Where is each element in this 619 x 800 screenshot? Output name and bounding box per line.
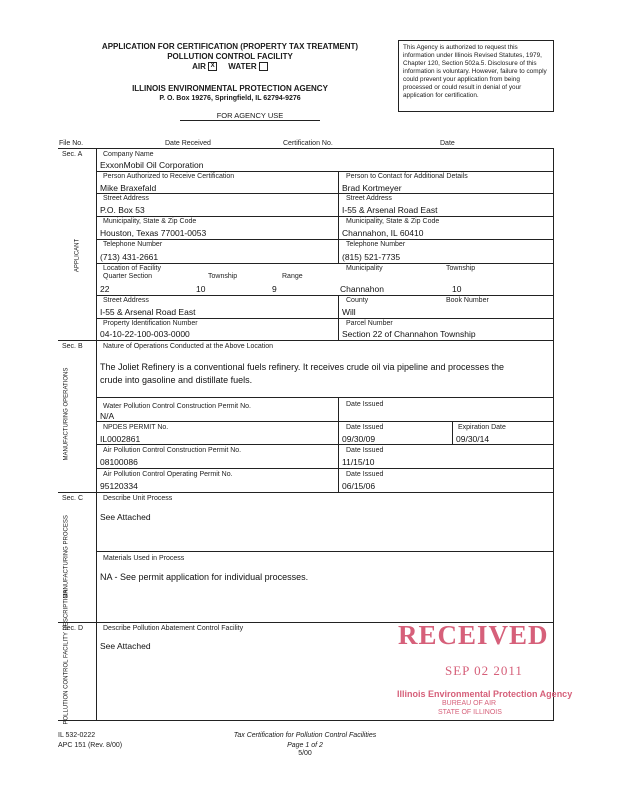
township2-label: Township [446, 265, 476, 272]
contact-telephone-label: Telephone Number [346, 241, 406, 248]
contact-street-label: Street Address [346, 195, 392, 202]
nature-operations-label: Nature of Operations Conducted at the Above Location [103, 343, 274, 350]
township-label: Township [208, 273, 238, 280]
book-number-label: Book Number [446, 297, 489, 304]
received-stamp-bureau: BUREAU OF AIR [442, 700, 497, 707]
received-stamp-title: RECEIVED [398, 620, 549, 650]
npdes-value: IL0002861 [100, 434, 141, 444]
materials-label: Materials Used in Process [103, 555, 185, 562]
person-contact-label: Person to Contact for Additional Details [346, 173, 468, 180]
footer-form-rev: APC 151 (Rev. 8/00) [58, 742, 123, 749]
parcel-value: Section 22 of Channahon Township [342, 329, 476, 339]
water-permit-label: Water Pollution Control Construction Permit No. [103, 403, 251, 410]
person-authorized-label: Person Authorized to Receive Certification [103, 173, 235, 180]
nature-line-2: crude into gasoline and distillate fuels. [100, 375, 253, 385]
quarter-section-value: 22 [100, 284, 110, 294]
municipality-value: Houston, Texas 77001-0053 [100, 228, 207, 238]
telephone-value: (713) 431-2661 [100, 252, 159, 262]
air-operating-label: Air Pollution Control Operating Permit No. [103, 471, 233, 478]
facility-street-value: I-55 & Arsenal Road East [100, 307, 196, 317]
contact-municipality-label: Municipality, State & Zip Code [346, 218, 440, 225]
company-name-label: Company Name [103, 151, 154, 158]
npdes-label: NPDES PERMIT No. [103, 424, 169, 431]
footer-code: 5/00 [298, 750, 312, 757]
quarter-section-label: Quarter Section [103, 273, 153, 280]
agency-use-title: FOR AGENCY USE [216, 111, 284, 120]
municipality2-value: Channahon [340, 284, 384, 294]
pin-label: Property Identification Number [103, 320, 198, 327]
expiration-value: 09/30/14 [456, 434, 490, 444]
location-label: Location of Facility [103, 265, 161, 272]
sec-b-tag: Sec. B [62, 343, 83, 350]
company-name-value: ExxonMobil Oil Corporation [100, 160, 204, 170]
facility-street-label: Street Address [103, 297, 149, 304]
sec-c-tag: Sec. C [62, 495, 84, 502]
township-value: 10 [196, 284, 206, 294]
range-value: 9 [272, 284, 277, 294]
certification-no-label: Certification No. [283, 140, 333, 147]
file-no-label: File No. [59, 140, 84, 147]
sec-a-side-label: APPLICANT [74, 238, 81, 273]
received-stamp-state: STATE OF ILLINOIS [438, 709, 502, 716]
air-label: AIR [192, 62, 206, 71]
air-construction-value: 08100086 [100, 457, 138, 467]
unit-process-label: Describe Unit Process [103, 495, 173, 502]
street-address-label: Street Address [103, 195, 149, 202]
sec-d-side-label: POLLUTION CONTROL FACILITY DESCRIPTION [63, 589, 70, 725]
contact-telephone-value: (815) 521-7735 [342, 252, 401, 262]
township2-value: 10 [452, 284, 462, 294]
pin-value: 04-10-22-100-003-0000 [100, 329, 190, 339]
water-label: WATER [228, 62, 257, 71]
sec-d-tag: Sec. D [62, 625, 84, 632]
air-construction-label: Air Pollution Control Construction Permit No. [103, 447, 242, 454]
date-label: Date [440, 140, 455, 147]
form-title: APPLICATION FOR CERTIFICATION (PROPERTY TAX TREATMENT) [101, 42, 359, 51]
sec-c-side-label: MANUFACTURING PROCESS [63, 515, 70, 599]
parcel-label: Parcel Number [346, 320, 393, 327]
agency-address: P. O. Box 19276, Springfield, IL 62794-9276 [159, 95, 301, 102]
range-label: Range [282, 273, 303, 280]
municipality2-label: Municipality [346, 265, 383, 272]
person-authorized-value: Mike Braxefald [100, 183, 157, 193]
air-operating-date-value: 06/15/06 [342, 481, 376, 491]
footer-title: Tax Certification for Pollution Control Facilities [233, 732, 377, 739]
county-value: Will [342, 307, 356, 317]
contact-street-value: I-55 & Arsenal Road East [342, 205, 438, 215]
materials-value: NA - See permit application for individual processes. [100, 572, 309, 582]
form-subtitle: POLLUTION CONTROL FACILITY [167, 52, 293, 61]
received-stamp-date: SEP 02 2011 [445, 663, 523, 678]
footer-form-id: IL 532-0222 [58, 732, 96, 739]
sec-a-tag: Sec. A [62, 151, 83, 158]
disclosure-notice: This Agency is authorized to request this information under Illinois Revised Statutes, 1979, Chapter 120, Section 502a.5. Disclosure of this information is voluntary. However, failure to comply could prevent your application from being processed or could result in denial of your application for certification. [398, 40, 554, 112]
npdes-date-label: Date Issued [346, 424, 384, 431]
footer-page: Page 1 of 2 [287, 742, 323, 749]
air-construction-date-label: Date Issued [346, 447, 384, 454]
date-received-label: Date Received [165, 140, 211, 147]
npdes-date-value: 09/30/09 [342, 434, 376, 444]
street-address-value: P.O. Box 53 [100, 205, 145, 215]
contact-municipality-value: Channahon, IL 60410 [342, 228, 424, 238]
air-operating-date-label: Date Issued [346, 471, 384, 478]
air-checkbox[interactable]: X [208, 62, 217, 71]
water-checkbox[interactable] [259, 62, 268, 71]
sec-b-side-label: MANUFACTURING OPERATIONS [63, 367, 70, 461]
water-permit-value: N/A [100, 411, 115, 421]
agency-name: ILLINOIS ENVIRONMENTAL PROTECTION AGENCY [132, 84, 328, 93]
expiration-label: Expiration Date [458, 424, 506, 431]
water-permit-date-label: Date Issued [346, 401, 384, 408]
abatement-label: Describe Pollution Abatement Control Facility [103, 625, 244, 632]
unit-process-value: See Attached [100, 512, 151, 522]
nature-line-1: The Joliet Refinery is a conventional fuels refinery. It receives crude oil via pipeline and processes the [100, 362, 505, 372]
municipality-label: Municipality, State & Zip Code [103, 218, 197, 225]
abatement-value: See Attached [100, 641, 151, 651]
air-operating-value: 95120334 [100, 481, 138, 491]
county-label: County [346, 297, 369, 304]
air-water-selection [70, 62, 390, 72]
air-construction-date-value: 11/15/10 [342, 457, 375, 467]
received-stamp-agency: Illinois Environmental Protection Agency [397, 689, 573, 699]
person-contact-value: Brad Kortmeyer [342, 183, 402, 193]
telephone-label: Telephone Number [103, 241, 163, 248]
